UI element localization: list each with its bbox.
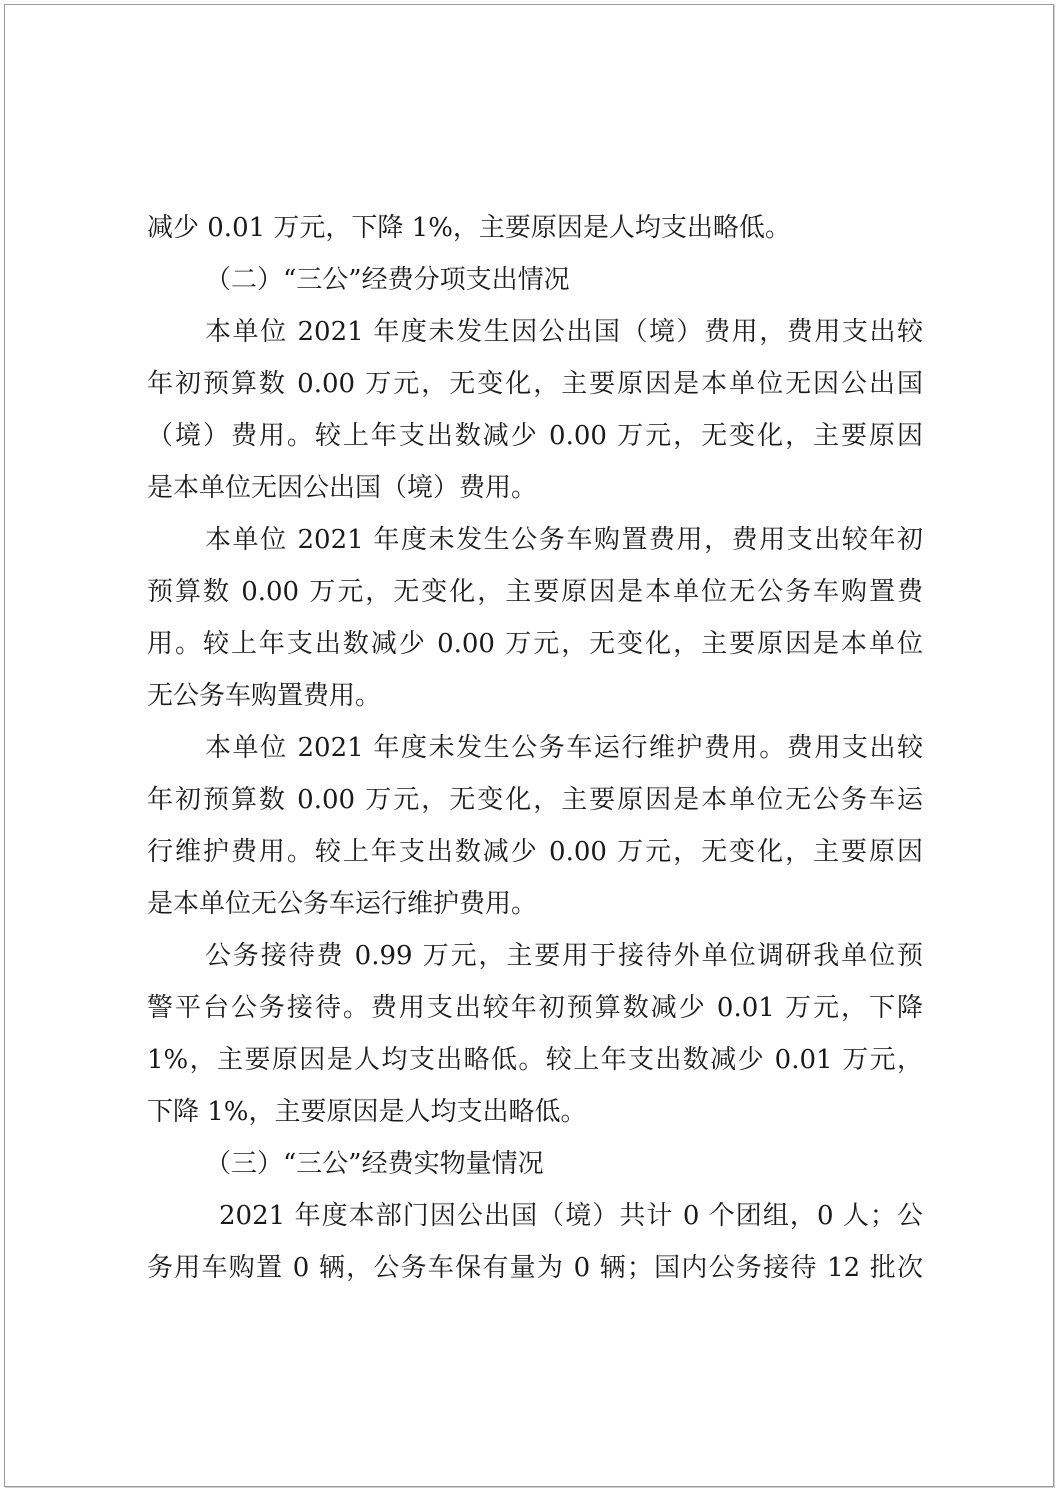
paragraph-line: 预算数 0.00 万元，无变化，主要原因是本单位无公务车购置费 — [147, 577, 923, 607]
paragraph-line: 年初预算数 0.00 万元，无变化，主要原因是本单位无因公出国 — [147, 369, 923, 399]
paragraph-line: 2021 年度本部门因公出国（境）共计 0 个团组，0 人；公 — [219, 1201, 923, 1231]
paragraph-line: 是本单位无因公出国（境）费用。 — [147, 473, 538, 503]
paragraph-line: 本单位 2021 年度未发生公务车购置费用，费用支出较年初 — [205, 525, 923, 555]
paragraph-line: 警平台公务接待。费用支出较年初预算数减少 0.01 万元，下降 — [147, 993, 923, 1023]
paragraph-line: 行维护费用。较上年支出数减少 0.00 万元，无变化，主要原因 — [147, 837, 923, 867]
paragraph-line: 无公务车购置费用。 — [147, 681, 382, 711]
paragraph-line: 年初预算数 0.00 万元，无变化，主要原因是本单位无公务车运 — [147, 785, 923, 815]
paragraph-line: 减少 0.01 万元，下降 1%，主要原因是人均支出略低。 — [147, 213, 791, 243]
paragraph-line: 本单位 2021 年度未发生公务车运行维护费用。费用支出较 — [205, 733, 923, 763]
section-heading-3: （三）“三公”经费实物量情况 — [205, 1149, 544, 1179]
paragraph-line: 1%，主要原因是人均支出略低。较上年支出数减少 0.01 万元， — [147, 1045, 923, 1075]
paragraph-line: 公务接待费 0.99 万元，主要用于接待外单位调研我单位预 — [205, 941, 923, 971]
document-page — [4, 4, 1054, 1487]
paragraph-line: 本单位 2021 年度未发生因公出国（境）费用，费用支出较 — [205, 317, 923, 347]
section-heading-2: （二）“三公”经费分项支出情况 — [205, 265, 570, 295]
paragraph-line: 用。较上年支出数减少 0.00 万元，无变化，主要原因是本单位 — [147, 629, 923, 659]
paragraph-line: 是本单位无公务车运行维护费用。 — [147, 889, 538, 919]
paragraph-line: 务用车购置 0 辆，公务车保有量为 0 辆；国内公务接待 12 批次 — [147, 1253, 923, 1283]
paragraph-line: 下降 1%，主要原因是人均支出略低。 — [147, 1097, 587, 1127]
paragraph-line: （境）费用。较上年支出数减少 0.00 万元，无变化，主要原因 — [147, 421, 923, 451]
